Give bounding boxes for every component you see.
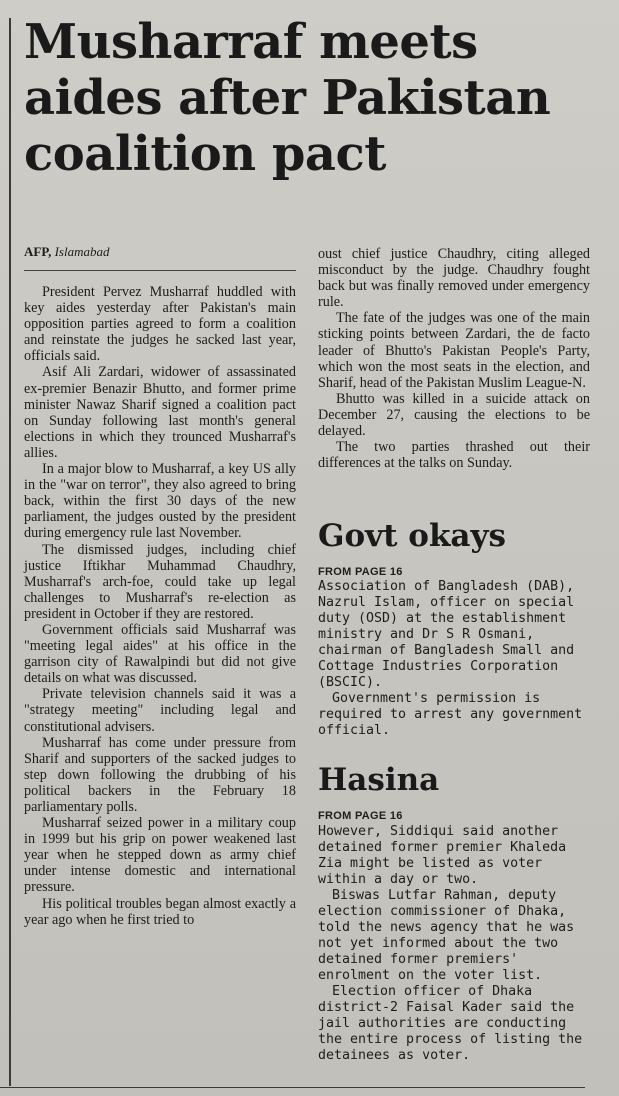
column-rule-bottom (0, 1087, 585, 1088)
paragraph: Asif Ali Zardari, widower of assassinated ex-premier Benazir Bhutto, and former prime minister Nawaz Sharif signed a coalition pact on Sunday following last month's general elections in which they trounced Musharraf's allies. (24, 364, 296, 461)
paragraph: Government's permission is required to arrest any government official. (318, 691, 583, 738)
hasina-from-page: FROM PAGE 16 (318, 810, 403, 822)
byline-agency: AFP, (24, 244, 52, 259)
paragraph: The dismissed judges, including chief justice Iftikhar Muhammad Chaudhry, Musharraf's arch-foe, could take up legal challenges to Musharraf's re-election as president in October if they are restored. (24, 541, 296, 622)
paragraph: Election officer of Dhaka district-2 Faisal Kader said the jail authorities are conducting the entire process of listing the detainees as voter. (318, 984, 583, 1063)
paragraph: oust chief justice Chaudhry, citing alleged misconduct by the judge. Chaudhry fought back but was finally removed under emergency rule. (318, 246, 590, 311)
headline: Musharraf meets aides after Pakistan coalition pact (24, 14, 551, 182)
paragraph: Government officials said Musharraf was "meeting legal aides" at his office in the garrison city of Rawalpindi but did not give details on what was discussed. (24, 621, 296, 687)
govt-okays-from-page: FROM PAGE 16 (318, 566, 403, 578)
paragraph: Bhutto was killed in a suicide attack on December 27, causing the elections to be delayed. (318, 390, 590, 440)
byline (24, 244, 296, 271)
paragraph: Biswas Lutfar Rahman, deputy election commissioner of Dhaka, told the news agency that he was not yet informed about the two detained former premiers' enrolment on the voter list. (318, 888, 575, 983)
paragraph: President Pervez Musharraf huddled with key aides yesterday after Pakistan's main opposition parties agreed to form a coalition and reinstate the judges he sacked last year, officials said. (24, 284, 296, 365)
paragraph: His political troubles began almost exactly a year ago when he first tried to (24, 895, 296, 928)
main-story-column-1 (24, 284, 296, 928)
paragraph: Private television channels said it was a "strategy meeting" including legal and constitutional advisers. (24, 686, 296, 735)
paragraph: Musharraf has come under pressure from Sharif and supporters of the sacked judges to step down following the drubbing of his political backers in the February 18 parliamentary polls. (24, 734, 296, 815)
paragraph: In a major blow to Musharraf, a key US ally in the "war on terror", they also agreed to bring back, within the first 30 days of the new parliament, the judges ousted by the president during emergency rule last November. (24, 461, 296, 542)
paragraph: Association of Bangladesh (DAB), Nazrul Islam, officer on special duty (OSD) at the establishment ministry and Dr S R Osmani, chairman of Bangladesh Small and Cottage Industries Corporation (BSCIC). (318, 579, 575, 690)
paragraph: However, Siddiqui said another detained former premier Khaleda Zia might be listed as voter within a day or two. (318, 824, 567, 887)
hasina-story (318, 824, 590, 1064)
paragraph: Musharraf seized power in a military coup in 1999 but his grip on power weakened last year when he stepped down as army chief under intense domestic and international pressure. (24, 815, 296, 896)
paragraph: The fate of the judges was one of the main sticking points between Zardari, the de facto leader of Bhutto's Pakistan People's Party, which won the most seats in the election, and Sharif, head of the Pakistan Muslim League-N. (318, 310, 590, 391)
byline-place: Islamabad (54, 244, 110, 259)
paragraph: The two parties thrashed out their differences at the talks on Sunday. (318, 439, 590, 472)
main-story-column-2 (318, 246, 590, 471)
column-rule-left (9, 18, 11, 1086)
govt-okays-title: Govt okays (318, 518, 506, 554)
hasina-title: Hasina (318, 762, 440, 798)
govt-okays-story (318, 579, 590, 739)
